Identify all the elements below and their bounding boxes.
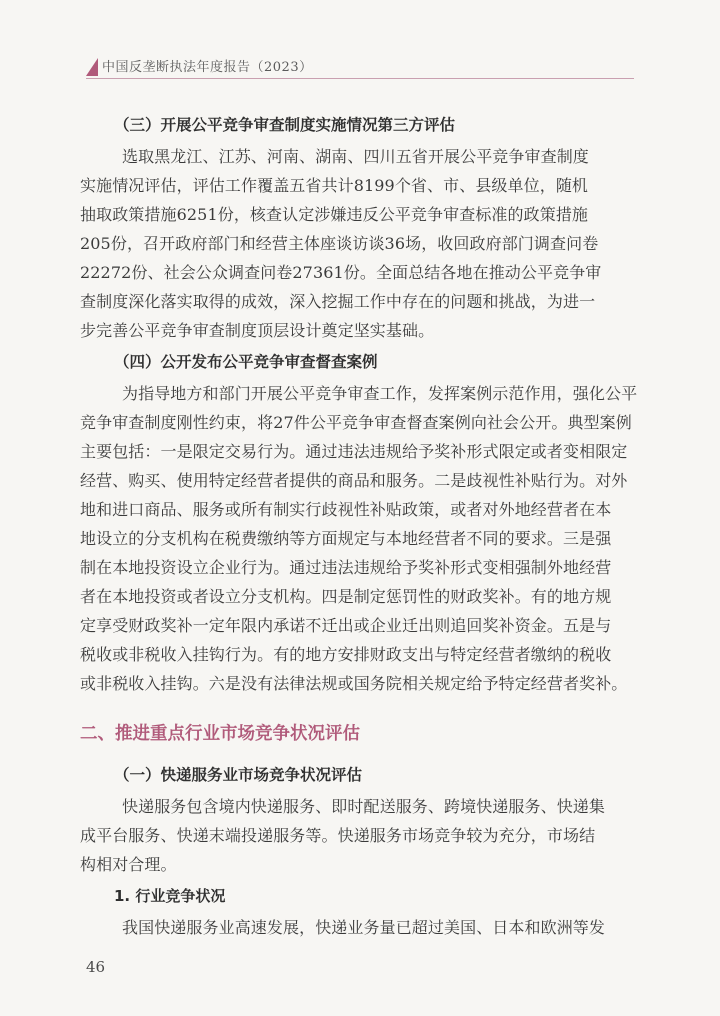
item1-heading: 1. 行业竞争状况 xyxy=(114,887,226,905)
paragraph-line: 205份，召开政府部门和经营主体座谈访谈36场，收回政府部门调查问卷 xyxy=(80,234,599,253)
page-header xyxy=(0,56,720,82)
paragraph-line: 为指导地方和部门开展公平竞争审查工作，发挥案例示范作用，强化公平 xyxy=(122,384,638,403)
subsection1-heading: （一）快递服务业市场竞争状况评估 xyxy=(114,766,363,784)
paragraph-line: 我国快递服务业高速发展，快递业务量已超过美国、日本和欧洲等发 xyxy=(122,918,606,937)
paragraph-line: 选取黑龙江、江苏、河南、湖南、四川五省开展公平竞争审查制度 xyxy=(122,147,589,166)
paragraph-line: 查制度深化落实取得的成效，深入挖掘工作中存在的问题和挑战，为进一 xyxy=(80,292,596,311)
section3-paragraph xyxy=(80,142,626,345)
paragraph-line: 地和进口商品、服务或所有制实行歧视性补贴政策，或者对外地经营者在本 xyxy=(80,500,612,519)
paragraph-line: 税收或非税收入挂钩行为。有的地方安排财政支出与特定经营者缴纳的税收 xyxy=(80,645,612,664)
paragraph-line: 成平台服务、快递末端投递服务等。快递服务市场竞争较为充分，市场结 xyxy=(80,826,596,845)
paragraph-line: 抽取政策措施6251份，核查认定涉嫌违反公平竞争审查标准的政策措施 xyxy=(80,205,589,224)
page-number: 46 xyxy=(86,958,106,976)
header-decoration-icon xyxy=(86,58,98,76)
paragraph-line: 22272份、社会公众调查问卷27361份。全面总结各地在推动公平竞争审 xyxy=(80,263,602,282)
paragraph-line: 者在本地投资或者设立分支机构。四是制定惩罚性的财政奖补。有的地方规 xyxy=(80,587,612,606)
paragraph-line: 制在本地投资设立企业行为。通过违法违规给予奖补形式变相强制外地经营 xyxy=(80,558,612,577)
page-body xyxy=(80,108,638,942)
paragraph-line: 经营、购买、使用特定经营者提供的商品和服务。二是歧视性补贴行为。对外 xyxy=(80,471,628,490)
paragraph-line: 地设立的分支机构在税费缴纳等方面规定与本地经营者不同的要求。三是强 xyxy=(80,529,612,548)
paragraph-line: 或非税收入挂钩。六是没有法律法规或国务院相关规定给予特定经营者奖补。 xyxy=(80,674,628,693)
subsection1-paragraph xyxy=(80,792,626,879)
section4-paragraph xyxy=(80,379,638,698)
paragraph-line: 构相对合理。 xyxy=(80,855,177,874)
paragraph-line: 快递服务包含境内快递服务、即时配送服务、跨境快递服务、快递集 xyxy=(122,797,606,816)
part2-heading: 二、推进重点行业市场竞争状况评估 xyxy=(80,724,360,744)
paragraph-line: 主要包括：一是限定交易行为。通过违法违规给予奖补形式限定或者变相限定 xyxy=(80,442,628,461)
section3-heading: （三）开展公平竞争审查制度实施情况第三方评估 xyxy=(114,116,456,134)
paragraph-line: 竞争审查制度刚性约束，将27件公平竞争审查督查案例向社会公开。典型案例 xyxy=(80,413,632,432)
item1-paragraph xyxy=(114,913,626,942)
paragraph-line: 步完善公平竞争审查制度顶层设计奠定坚实基础。 xyxy=(80,321,435,340)
header-divider xyxy=(86,78,634,79)
paragraph-line: 实施情况评估，评估工作覆盖五省共计8199个省、市、县级单位，随机 xyxy=(80,176,589,195)
section4-heading: （四）公开发布公平竞争审查督查案例 xyxy=(114,353,378,371)
running-header-title: 中国反垄断执法年度报告（2023） xyxy=(102,60,313,75)
paragraph-line: 定享受财政奖补一定年限内承诺不迁出或企业迁出则追回奖补资金。五是与 xyxy=(80,616,612,635)
